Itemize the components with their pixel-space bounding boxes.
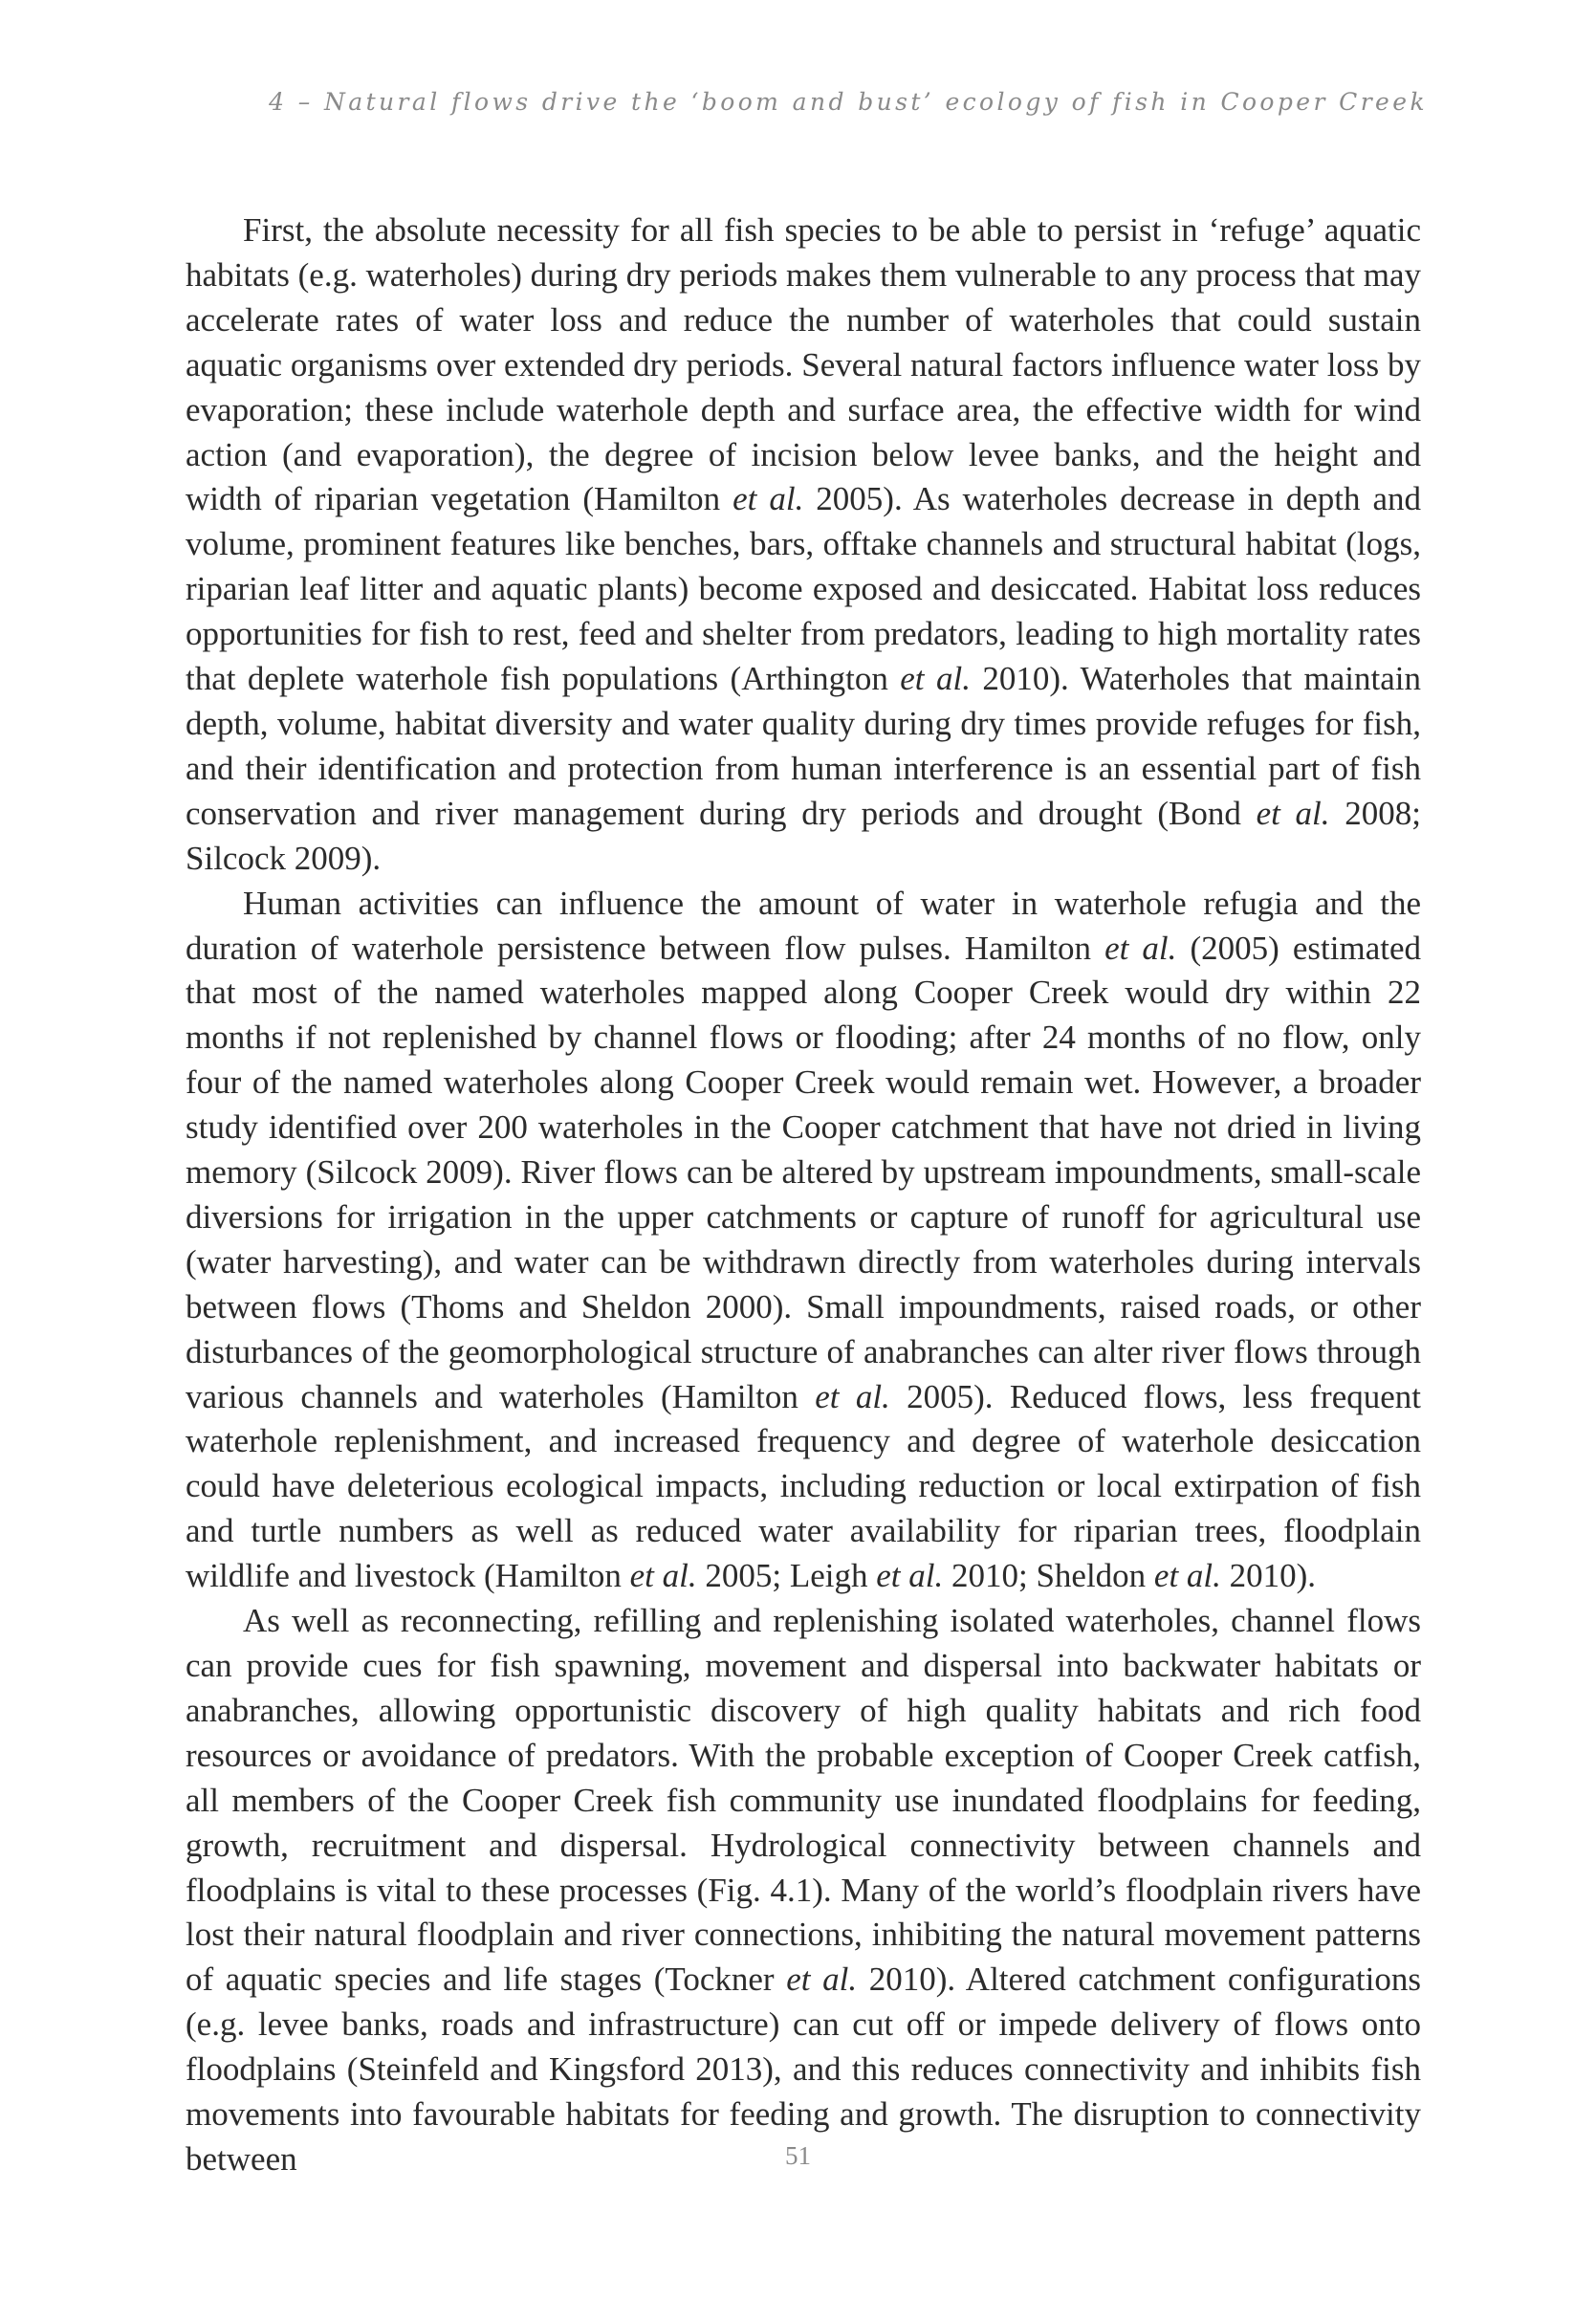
text-run: 2005). As waterholes decrease in depth and volume, prominent features like benches, bars, offtake channels and structural habitat (logs, riparian leaf litter and aquatic plants) become exposed and desiccated. Habitat loss reduces opportunities for fish to rest, feed and shelter from predators, leading to high mortality rates that deplete waterhole fish populations (Arthington — [186, 480, 1421, 698]
body-text — [186, 208, 1421, 2182]
text-run: (2005) estimated that most of the named waterholes mapped along Cooper Creek would dry within 22 months if not replenished by channel flows or flooding; after 24 months of no flow, only four of the named waterholes along Cooper Creek would remain wet. However, a broader study identified over 200 waterholes in the Cooper catchment that have not dried in living memory (Silcock 2009). River flows can be altered by upstream impoundments, small-scale diversions for irrigation in the upper catchments or capture of runoff for agricultural use (water harvesting), and water can be withdrawn directly from waterholes during intervals between flows (Thoms and Sheldon 2000). Small impoundments, raised roads, or other disturbances of the geomorphological structure of anabranches can alter river flows through various channels and waterholes (Hamilton — [186, 929, 1421, 1415]
text-run: Human activities can influence the amount of water in waterhole refugia and the duration of waterhole persistence between flow pulses. Hamilton — [186, 884, 1421, 967]
paragraph-3 — [186, 1599, 1421, 2182]
italic-text-run: et al. — [1104, 929, 1177, 967]
running-header: 4 – Natural flows drive the ‘boom and bust’ ecology of fish in Cooper Creek — [269, 88, 1428, 116]
text-run: 2010; Sheldon — [943, 1557, 1154, 1595]
text-run: 2005). Reduced flows, less frequent waterhole replenishment, and increased frequency and degree of waterhole desiccation could have deleterious ecological impacts, including reduction or local extirpation of fish and turtle numbers as well as reduced water availability for riparian trees, floodplain wildlife and livestock (Hamilton — [186, 1377, 1422, 1595]
text-run: 2008; Silcock 2009). — [186, 794, 1421, 877]
italic-text-run: et al. — [876, 1557, 944, 1595]
text-run: 2010). Altered catchment configurations (e.g. levee banks, roads and infrastructure) can cut off or impede delivery of flows onto floodplains (Steinfeld and Kingsford 2013), and this reduces connectivity and inhibits fish movements into favourable habitats for feeding and growth. The disruption to connectivity between — [186, 1960, 1421, 2178]
italic-text-run: et al. — [732, 480, 804, 518]
text-run: 2005; Leigh — [696, 1557, 877, 1595]
text-run: 2010). Waterholes that maintain depth, volume, habitat diversity and water quality during dry times provide refuges for fish, and their identification and protection from human interference is an essential part of fish conservation and river management during dry periods and drought (Bond — [186, 660, 1422, 832]
italic-text-run: et al. — [629, 1557, 697, 1595]
italic-text-run: et al. — [1153, 1557, 1221, 1595]
text-run: First, the absolute necessity for all fish species to be able to persist in ‘refuge’ aquatic habitats (e.g. waterholes) during dry periods makes them vulnerable to any process that may accelerate rates of water loss and reduce the number of waterholes that could sustain aquatic organisms over extended dry periods. Several natural factors influence water loss by evaporation; these include waterhole depth and surface area, the effective width for wind action (and evaporation), the degree of incision below levee banks, and the height and width of riparian vegetation (Hamilton — [186, 211, 1421, 518]
paragraph-2 — [186, 882, 1421, 1600]
text-run: As well as reconnecting, refilling and replenishing isolated waterholes, channel flows can provide cues for fish spawning, movement and dispersal into backwater habitats or anabranches, allowing opportunistic discovery of high quality habitats and rich food resources or avoidance of predators. With the probable exception of Cooper Creek catfish, all members of the Cooper Creek fish community use inundated floodplains for feeding, growth, recruitment and dispersal. Hydrological connectivity between channels and floodplains is vital to these processes (Fig. 4.1). Many of the world’s floodplain rivers have lost their natural floodplain and river connections, inhibiting the natural movement patterns of aquatic species and life stages (Tockner — [186, 1602, 1421, 1999]
paragraph-1 — [186, 208, 1421, 882]
italic-text-run: et al. — [786, 1960, 858, 1999]
page-number: 51 — [785, 2141, 811, 2170]
italic-text-run: et al. — [1256, 794, 1330, 832]
italic-text-run: et al. — [900, 660, 971, 698]
text-run: 2010). — [1220, 1557, 1317, 1595]
italic-text-run: et al. — [815, 1377, 890, 1415]
